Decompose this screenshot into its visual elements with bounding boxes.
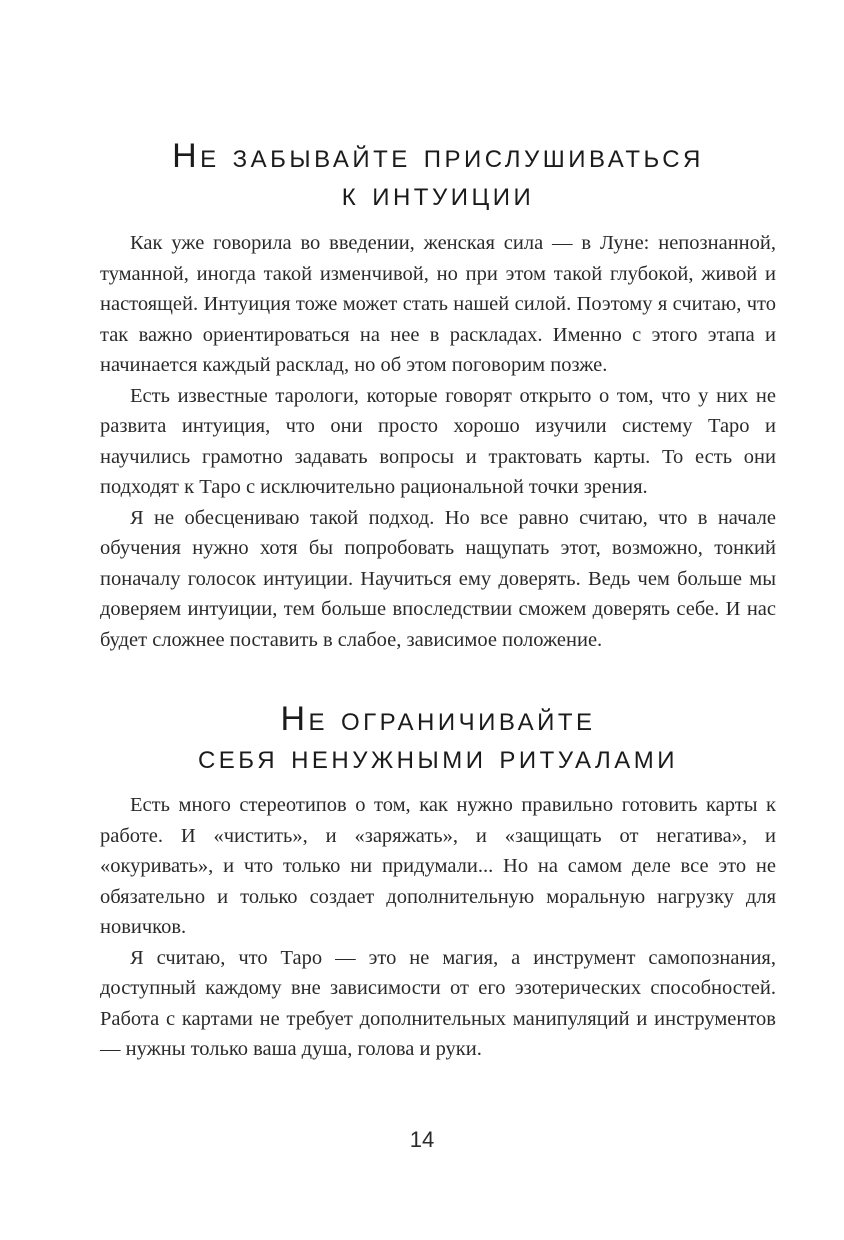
heading-line: к интуиции <box>341 175 535 213</box>
section-heading-rituals <box>100 700 776 776</box>
paragraph: Я считаю, что Таро — это не магия, а инструмент самопознания, доступный каждому вне зависимости от его эзотерических способностей. Работа с картами не требует дополнительных манипуляций и инструментов — нужны только ваша душа, голова и руки. <box>100 946 776 1060</box>
section-body-intuition <box>100 228 776 655</box>
paragraph: Я не обесцениваю такой подход. Но все равно считаю, что в начале обучения нужно хотя бы попробовать нащупать этот, возможно, тонкий поначалу голосок интуиции. Научиться ему доверять. Ведь чем больше мы доверяем интуиции, тем больше впоследствии сможем доверять себе. И нас будет сложнее поставить в слабое, зависимое положение. <box>100 506 776 651</box>
paragraph: Есть известные тарологи, которые говорят открыто о том, что у них не развита интуиция, что они просто хорошо изучили систему Таро и научились грамотно задавать вопросы и трактовать карты. То есть они подходят к Таро с исключительно рациональной точки зрения. <box>100 384 776 498</box>
section-body-rituals <box>100 790 776 1065</box>
section-heading-intuition <box>100 137 776 213</box>
paragraph: Есть много стереотипов о том, как нужно правильно готовить карты к работе. И «чистить», и «заряжать», и «защищать от негатива», и «окуривать», и что только ни придумали... Но на самом деле все это не обязательно и только создает дополнительную моральную нагрузку для новичков. <box>100 794 776 938</box>
page-number: 14 <box>409 1127 435 1152</box>
paragraph: Как уже говорила во введении, женская сила — в Луне: непознанной, туманной, иногда такой изменчивой, но при этом такой глубокой, живой и настоящей. Интуиция тоже может стать нашей силой. Поэтому я считаю, что так важно ориентироваться на нее в раскладах. Именно с этого этапа и начинается каждый расклад, но об этом поговорим позже. <box>100 232 776 376</box>
heading-line: Не ограничивайте <box>280 700 596 738</box>
heading-line: себя ненужными ритуалами <box>197 738 679 776</box>
heading-line: Не забывайте прислушиваться <box>172 137 704 175</box>
